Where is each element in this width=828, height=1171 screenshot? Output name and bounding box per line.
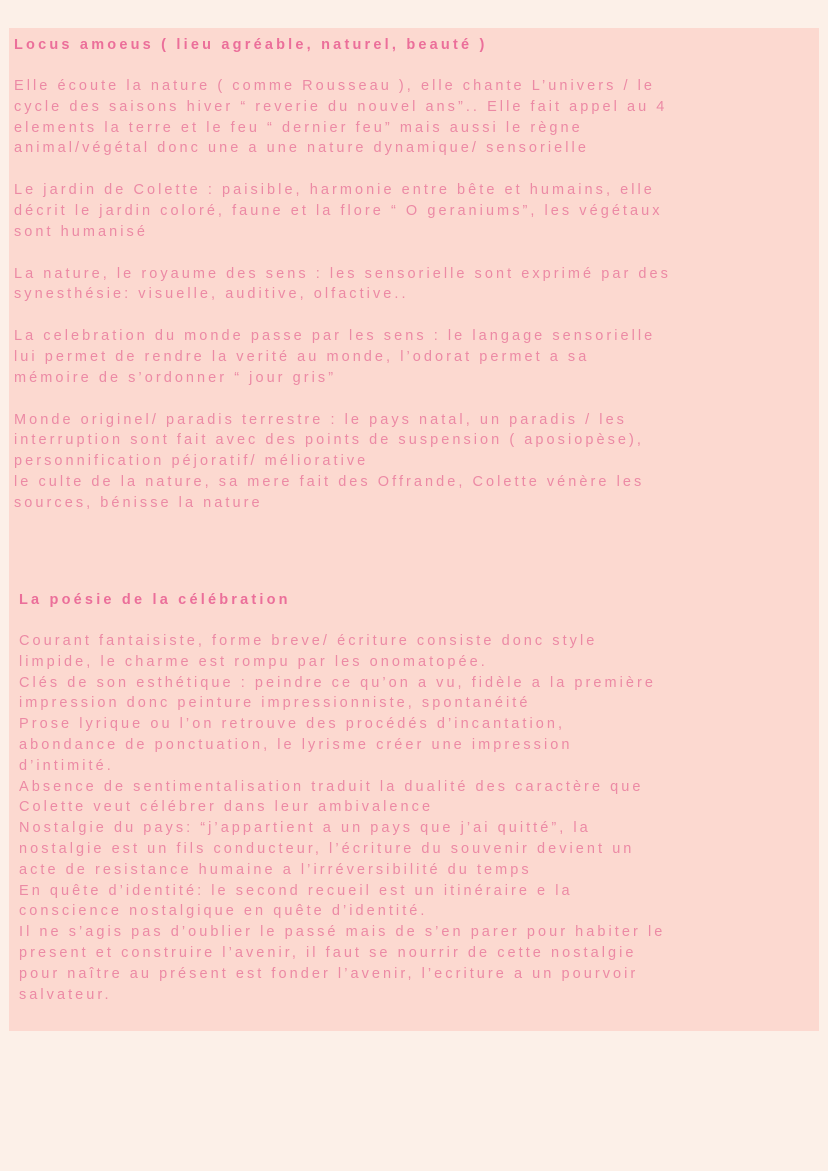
- text-line: salvateur.: [19, 986, 112, 1003]
- text-line: interruption sont fait avec des points de suspension ( aposiopèse),: [14, 432, 644, 449]
- text-line: present et construire l’avenir, il faut se nourrir de cette nostalgie: [19, 944, 637, 961]
- text-line: Nostalgie du pays: “j’appartient a un pays que j’ai quitté”, la: [19, 820, 591, 837]
- text-line: limpide, le charme est rompu par les onomatopée.: [19, 653, 488, 670]
- text-line: Elle écoute la nature ( comme Rousseau ), elle chante L’univers / le: [14, 78, 656, 94]
- text-line: elements la terre et le feu “ dernier feu” mais aussi le règne: [14, 119, 583, 136]
- paragraph-poesie: [19, 631, 819, 1005]
- notes-panel: [9, 28, 819, 1031]
- text-line: d’intimité.: [19, 757, 114, 774]
- text-line: Le jardin de Colette : paisible, harmonie entre bête et humains, elle: [14, 182, 655, 199]
- text-line: synesthésie: visuelle, auditive, olfactive..: [14, 286, 409, 303]
- text-line: sources, bénisse la nature: [14, 494, 263, 511]
- text-line: mémoire de s’ordonner “ jour gris”: [14, 369, 337, 386]
- text-line: abondance de ponctuation, le lyrisme créer une impression: [19, 736, 573, 753]
- text-line: Monde originel/ paradis terrestre : le pays natal, un paradis / les: [14, 411, 627, 428]
- text-line: La celebration du monde passe par les sens : le langage sensorielle: [14, 328, 656, 345]
- section-locus-amoeus: [14, 35, 816, 514]
- section-poesie-celebration: [19, 590, 819, 1005]
- text-line: pour naître au présent est fonder l’avenir, l’ecriture a un pourvoir: [19, 965, 639, 982]
- text-line: La nature, le royaume des sens : les sensorielle sont exprimé par des: [14, 265, 671, 282]
- paragraph-monde-originel: [14, 410, 816, 514]
- text-line: sont humanisé: [14, 223, 148, 240]
- text-line: personnification péjoratif/ méliorative: [14, 453, 369, 470]
- text-line: acte de resistance humaine a l’irréversibilité du temps: [19, 861, 532, 878]
- text-line: conscience nostalgique en quête d’identité.: [19, 903, 428, 920]
- text-line: impression donc peinture impressionniste, spontanéité: [19, 695, 531, 712]
- paragraph-jardin: [14, 180, 816, 242]
- text-line: nostalgie est un fils conducteur, l’écriture du souvenir devient un: [19, 840, 635, 857]
- section-heading-poesie: La poésie de la célébration: [19, 592, 291, 608]
- paragraph-nature: [14, 76, 816, 159]
- text-line: le culte de la nature, sa mere fait des Offrande, Colette vénère les: [14, 473, 645, 490]
- text-line: En quête d’identité: le second recueil est un itinéraire e la: [19, 882, 573, 899]
- text-line: Colette veut célébrer dans leur ambivalence: [19, 799, 434, 816]
- text-line: Absence de sentimentalisation traduit la dualité des caractère que: [19, 778, 644, 795]
- text-line: Courant fantaisiste, forme breve/ écriture consiste donc style: [19, 633, 598, 649]
- text-line: décrit le jardin coloré, faune et la flore “ O geraniums”, les végétaux: [14, 202, 663, 219]
- text-line: Il ne s’agis pas d’oublier le passé mais de s’en parer pour habiter le: [19, 924, 666, 941]
- paragraph-celebration-du-monde: [14, 326, 816, 388]
- text-line: Prose lyrique ou l’on retrouve des procédés d’incantation,: [19, 716, 566, 733]
- text-line: Clés de son esthétique : peindre ce qu’on a vu, fidèle a la première: [19, 674, 657, 691]
- section-heading-locus-amoeus: Locus amoeus ( lieu agréable, naturel, beauté ): [14, 37, 488, 53]
- text-line: animal/végétal donc une a une nature dynamique/ sensorielle: [14, 140, 589, 157]
- text-line: lui permet de rendre la verité au monde, l’odorat permet a sa: [14, 348, 590, 365]
- text-line: cycle des saisons hiver “ reverie du nouvel ans”.. Elle fait appel au 4: [14, 98, 668, 115]
- paragraph-royaume-des-sens: [14, 264, 816, 306]
